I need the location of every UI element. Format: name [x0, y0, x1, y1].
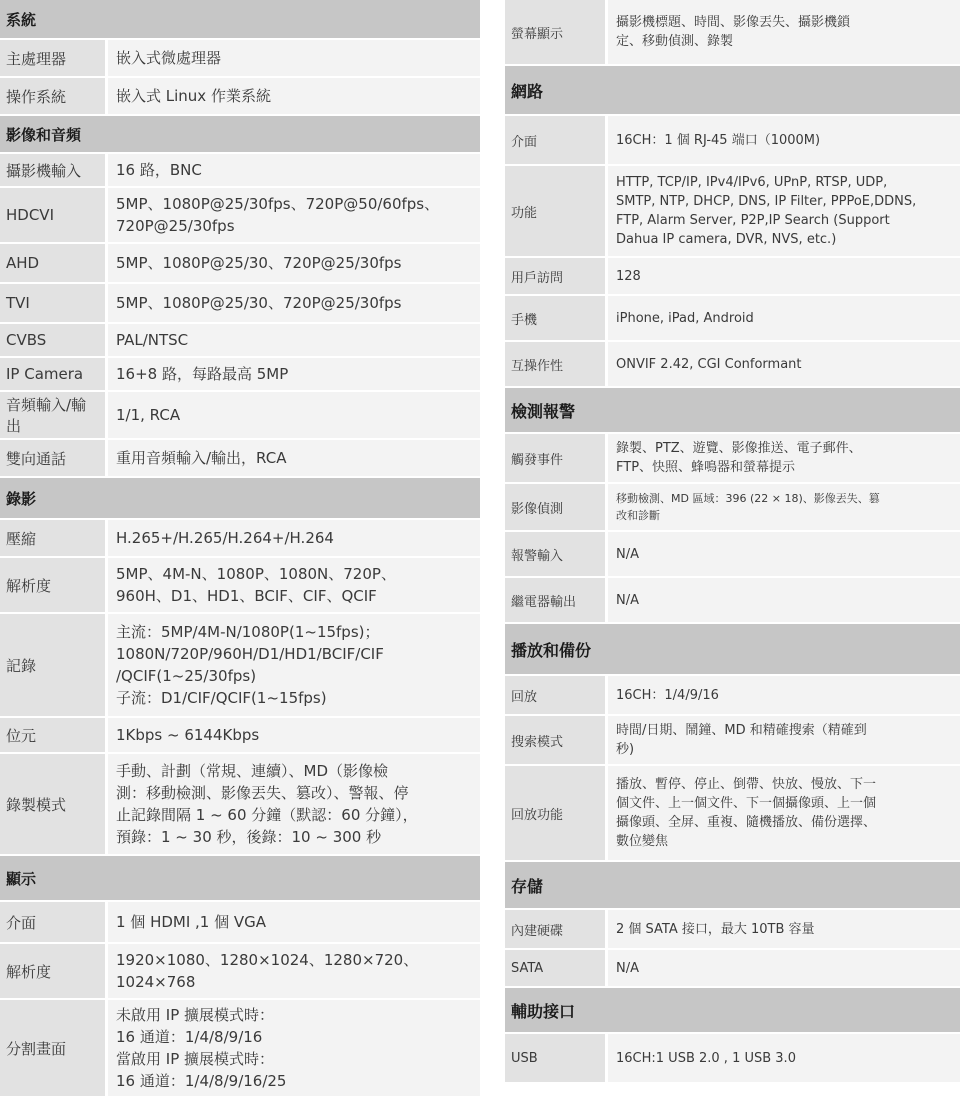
spec-label: 操作系統: [0, 78, 105, 114]
spec-row: [505, 676, 960, 714]
section-header: 網路: [505, 66, 960, 114]
spec-row: [505, 116, 960, 164]
spec-row: [0, 440, 480, 476]
spec-label: 音頻輸入/輸出: [0, 392, 105, 438]
spec-row: [505, 950, 960, 986]
spec-value: 5MP、1080P@25/30fps、720P@50/60fps、 720P@25/30fps: [108, 188, 480, 242]
spec-value: 2 個 SATA 接口，最大 10TB 容量: [608, 910, 960, 948]
spec-row: [505, 166, 960, 256]
spec-value: 播放、暫停、停止、倒帶、快放、慢放、下一 個文件、上一個文件、下一個攝像頭、上一個 攝像頭、全屏、重複、隨機播放、備份選擇、 數位變焦: [608, 766, 960, 860]
spec-row: [0, 1000, 480, 1096]
spec-value: 1920×1080、1280×1024、1280×720、 1024×768: [108, 944, 480, 998]
spec-row: [0, 718, 480, 752]
spec-row: [505, 342, 960, 386]
spec-label: HDCVI: [0, 188, 105, 242]
spec-value: 攝影機標題、時間、影像丟失、攝影機鎖 定、移動偵測、錄製: [608, 0, 960, 64]
spec-value: 5MP、1080P@25/30、720P@25/30fps: [108, 244, 480, 282]
spec-value: 嵌入式微處理器: [108, 40, 480, 76]
spec-row: [0, 154, 480, 186]
spec-label: 錄製模式: [0, 754, 105, 854]
spec-row: [0, 520, 480, 556]
spec-row: [505, 296, 960, 340]
section-header: 存儲: [505, 862, 960, 908]
spec-row: [0, 558, 480, 612]
spec-value: PAL/NTSC: [108, 324, 480, 356]
spec-label: 解析度: [0, 944, 105, 998]
spec-label: 記錄: [0, 614, 105, 716]
spec-label: USB: [505, 1034, 605, 1082]
spec-row: [0, 944, 480, 998]
spec-table-left: [0, 0, 480, 1098]
spec-row: [0, 188, 480, 242]
spec-label: CVBS: [0, 324, 105, 356]
section-header: 顯示: [0, 856, 480, 900]
spec-value: 未啟用 IP 擴展模式時： 16 通道：1/4/8/9/16 當啟用 IP 擴展模式時： 16 通道：1/4/8/9/16/25: [108, 1000, 480, 1096]
section-header: 檢測報警: [505, 388, 960, 432]
spec-label: 影像偵測: [505, 484, 605, 530]
spec-row: [0, 754, 480, 854]
section-header: 影像和音頻: [0, 116, 480, 152]
spec-value: 嵌入式 Linux 作業系統: [108, 78, 480, 114]
spec-value: 移動檢測、MD 區域：396 (22 × 18)、影像丟失、篡 改和診斷: [608, 484, 960, 530]
spec-label: 互操作性: [505, 342, 605, 386]
spec-label: SATA: [505, 950, 605, 986]
spec-value: 1Kbps ~ 6144Kbps: [108, 718, 480, 752]
spec-value: 主流：5MP/4M-N/1080P(1~15fps)； 1080N/720P/960H/D1/HD1/BCIF/CIF /QCIF(1~25/30fps) 子流：D1/CIF/QCIF(1~15fps): [108, 614, 480, 716]
spec-row: [0, 324, 480, 356]
spec-row: [505, 578, 960, 622]
spec-label: 觸發事件: [505, 434, 605, 482]
spec-row: [0, 78, 480, 114]
spec-value: 16CH:1 USB 2.0 , 1 USB 3.0: [608, 1034, 960, 1082]
section-header: 系統: [0, 0, 480, 38]
spec-row: [505, 716, 960, 764]
spec-label: 搜索模式: [505, 716, 605, 764]
spec-value: 1 個 HDMI ,1 個 VGA: [108, 902, 480, 942]
spec-label: 分割畫面: [0, 1000, 105, 1096]
spec-label: 繼電器輸出: [505, 578, 605, 622]
spec-table-right: [505, 0, 960, 1084]
spec-row: [505, 0, 960, 64]
spec-row: [505, 484, 960, 530]
spec-value: 16CH：1/4/9/16: [608, 676, 960, 714]
spec-label: 雙向通話: [0, 440, 105, 476]
spec-label: 位元: [0, 718, 105, 752]
spec-row: [0, 392, 480, 438]
spec-value: ONVIF 2.42, CGI Conformant: [608, 342, 960, 386]
spec-label: 回放功能: [505, 766, 605, 860]
spec-row: [0, 902, 480, 942]
spec-label: 內建硬碟: [505, 910, 605, 948]
spec-value: 16 路，BNC: [108, 154, 480, 186]
spec-label: 螢幕顯示: [505, 0, 605, 64]
spec-row: [505, 258, 960, 294]
spec-label: TVI: [0, 284, 105, 322]
spec-label: 壓縮: [0, 520, 105, 556]
spec-value: 16CH：1 個 RJ-45 端口（1000M): [608, 116, 960, 164]
spec-label: 報警輸入: [505, 532, 605, 576]
spec-label: 主處理器: [0, 40, 105, 76]
spec-row: [505, 910, 960, 948]
spec-row: [0, 614, 480, 716]
spec-value: N/A: [608, 950, 960, 986]
spec-value: 1/1, RCA: [108, 392, 480, 438]
section-header: 播放和備份: [505, 624, 960, 674]
spec-label: AHD: [0, 244, 105, 282]
section-header: 錄影: [0, 478, 480, 518]
spec-label: 介面: [505, 116, 605, 164]
spec-value: N/A: [608, 532, 960, 576]
spec-row: [0, 358, 480, 390]
spec-value: iPhone, iPad, Android: [608, 296, 960, 340]
spec-value: 5MP、1080P@25/30、720P@25/30fps: [108, 284, 480, 322]
spec-value: 16+8 路，每路最高 5MP: [108, 358, 480, 390]
spec-value: N/A: [608, 578, 960, 622]
spec-row: [505, 766, 960, 860]
spec-value: 重用音頻輸入/輸出，RCA: [108, 440, 480, 476]
spec-row: [505, 1034, 960, 1082]
spec-value: 手動、計劃（常規、連續）、MD（影像檢 測：移動檢測、影像丟失、篡改）、警報、停 止記錄間隔 1 ~ 60 分鐘（默認：60 分鐘）， 預錄：1 ~ 30 秒，後錄：10 ~ 300 秒: [108, 754, 480, 854]
spec-value: 錄製、PTZ、遊覽、影像推送、電子郵件、 FTP、快照、蜂鳴器和螢幕提示: [608, 434, 960, 482]
spec-label: 手機: [505, 296, 605, 340]
spec-value: 128: [608, 258, 960, 294]
spec-row: [0, 244, 480, 282]
spec-row: [0, 284, 480, 322]
spec-value: H.265+/H.265/H.264+/H.264: [108, 520, 480, 556]
spec-label: 介面: [0, 902, 105, 942]
spec-label: 解析度: [0, 558, 105, 612]
spec-value: 時間/日期、鬧鐘、MD 和精確搜索（精確到 秒): [608, 716, 960, 764]
section-header: 輔助接口: [505, 988, 960, 1032]
spec-label: 回放: [505, 676, 605, 714]
spec-label: 攝影機輸入: [0, 154, 105, 186]
spec-label: IP Camera: [0, 358, 105, 390]
spec-row: [0, 40, 480, 76]
spec-value: 5MP、4M-N、1080P、1080N、720P、 960H、D1、HD1、BCIF、CIF、QCIF: [108, 558, 480, 612]
spec-label: 功能: [505, 166, 605, 256]
spec-row: [505, 434, 960, 482]
spec-row: [505, 532, 960, 576]
spec-label: 用戶訪問: [505, 258, 605, 294]
spec-value: HTTP, TCP/IP, IPv4/IPv6, UPnP, RTSP, UDP, SMTP, NTP, DHCP, DNS, IP Filter, PPPoE,DDNS, FTP, Alarm Server, P2P,IP Search (Support Dahua IP camera, DVR, NVS, etc.): [608, 166, 960, 256]
